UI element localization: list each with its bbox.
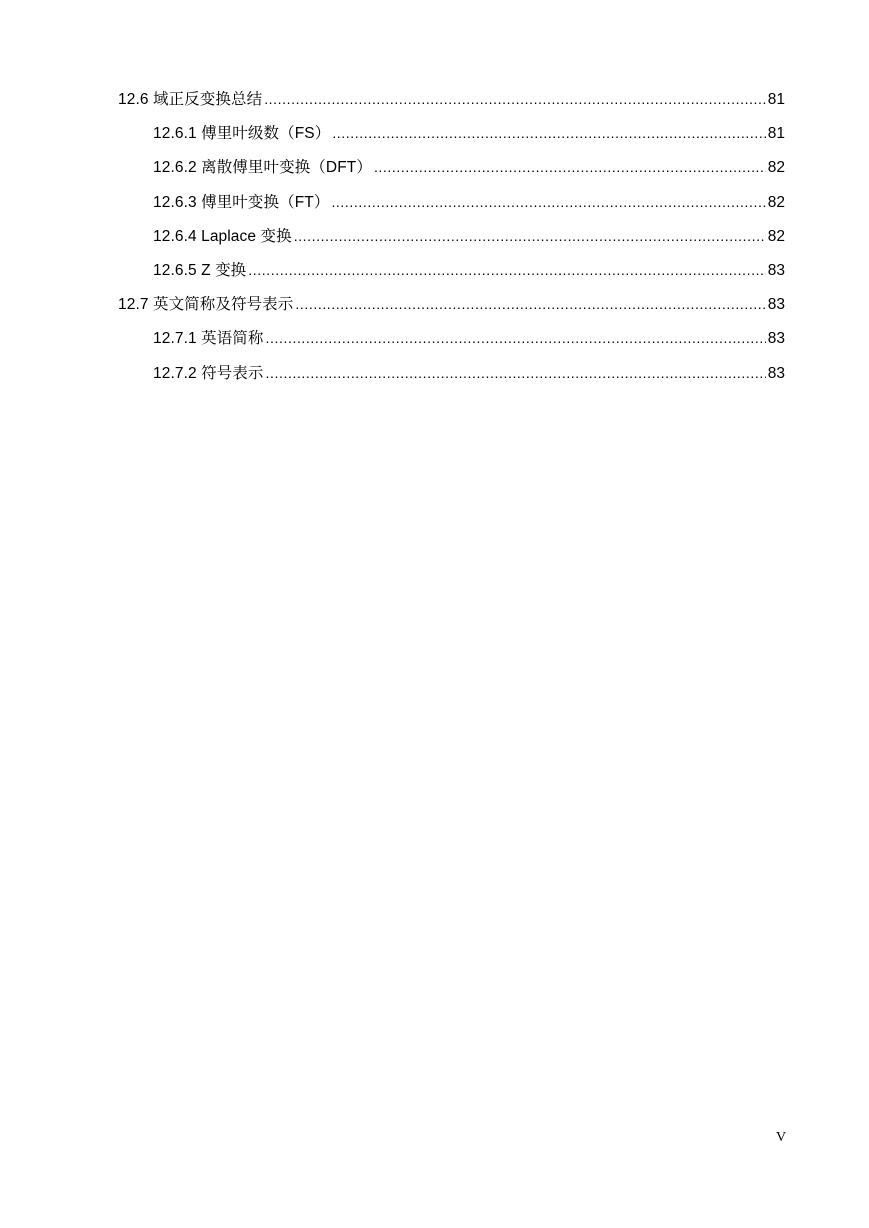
toc-dot-leader bbox=[266, 362, 766, 384]
toc-page-number: 81 bbox=[767, 125, 785, 143]
toc-entry-label: 12.6.5 Z 变换 bbox=[153, 261, 247, 279]
toc-page-number: 83 bbox=[767, 330, 785, 348]
toc-page-number: 83 bbox=[767, 261, 785, 279]
toc-page-number: 83 bbox=[767, 364, 785, 382]
toc-entry-12-6-5[interactable] bbox=[118, 259, 785, 293]
toc-entry-label: 12.7.1 英语简称 bbox=[153, 330, 264, 348]
toc-dot-leader bbox=[266, 327, 766, 349]
toc-entry-label: 12.6.1 傅里叶级数（FS） bbox=[153, 125, 331, 143]
toc-entry-12-6-3[interactable] bbox=[118, 191, 785, 225]
toc-entry-12-6-4[interactable] bbox=[118, 225, 785, 259]
toc-entry-12-6-1[interactable] bbox=[118, 122, 785, 156]
toc-dot-leader bbox=[295, 293, 765, 315]
toc-entry-12-7[interactable] bbox=[118, 293, 785, 327]
toc-entry-12-6[interactable] bbox=[118, 88, 785, 122]
toc-dot-leader bbox=[294, 225, 766, 247]
toc-dot-leader bbox=[248, 259, 765, 281]
toc-entry-12-7-1[interactable] bbox=[118, 327, 785, 361]
toc-entry-label: 12.7.2 符号表示 bbox=[153, 364, 264, 382]
toc-page-number: 81 bbox=[767, 91, 785, 108]
toc-page-number: 82 bbox=[767, 159, 785, 177]
toc-page-number: 82 bbox=[767, 227, 785, 245]
toc-dot-leader bbox=[332, 122, 765, 144]
toc-entry-label: 12.6.3 傅里叶变换（FT） bbox=[153, 193, 330, 211]
page-number-footer: V bbox=[776, 1130, 787, 1145]
toc-entry-label: 12.7 英文简称及符号表示 bbox=[118, 296, 294, 314]
toc-dot-leader bbox=[331, 191, 765, 213]
table-of-contents bbox=[118, 88, 785, 396]
toc-page-number: 82 bbox=[767, 193, 785, 211]
toc-entry-label: 12.6 域正反变换总结 bbox=[118, 91, 263, 108]
toc-entry-12-6-2[interactable] bbox=[118, 156, 785, 190]
toc-entry-label: 12.6.4 Laplace 变换 bbox=[153, 227, 292, 245]
toc-dot-leader bbox=[264, 88, 766, 110]
toc-entry-label: 12.6.2 离散傅里叶变换（DFT） bbox=[153, 159, 372, 177]
toc-dot-leader bbox=[374, 156, 766, 178]
toc-entry-12-7-2[interactable] bbox=[118, 362, 785, 396]
toc-page-number: 83 bbox=[767, 296, 785, 314]
